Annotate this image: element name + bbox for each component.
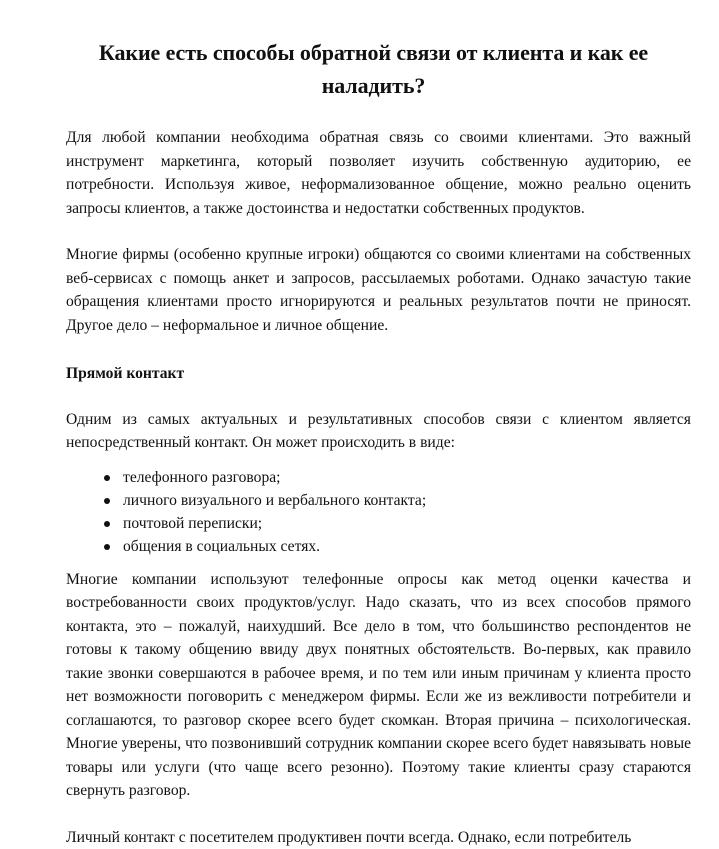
list-item (104, 535, 691, 558)
contact-methods-list (66, 466, 691, 559)
list-item (104, 466, 691, 489)
list-item-text: почтовой переписки; (123, 515, 263, 533)
paragraph-phone-surveys: Многие компании используют телефонные опросы как метод оценки качества и востребованности своих продуктов/услуг. Надо сказать, что из всех способов прямого контакта, это – пожалуй, наихудший. Все дело в том, что большинство респондентов не готовы к такому общению ввиду двух понятных обстоятельств. Во-первых, как правило такие звонки совершаются в рабочее время, и по тем или иным причинам у клиента просто нет возможности поговорить с менеджером фирмы. Если же из вежливости потребители и соглашаются, то разговор скорее всего будет скомкан. Вторая причина – психологическая. Многие уверены, что позвонивший сотрудник компании скорее всего будет навязывать новые товары или услуги (что чаще всего резонно). Поэтому такие клиенты сразу стараются свернуть разговор. (66, 570, 691, 800)
bullet-icon (104, 475, 110, 481)
list-item (104, 512, 691, 535)
paragraph-intro: Для любой компании необходима обратная связь со своими клиентами. Это важный инструмент маркетинга, который позволяет изучить собственную аудиторию, ее потребности. Используя живое, неформализованное общение, можно реально оценить запросы клиентов, а также достоинства и недостатки собственных продуктов. (66, 129, 691, 217)
bullet-icon (104, 498, 110, 504)
list-item-text: телефонного разговора; (123, 468, 281, 486)
bullet-icon (104, 544, 110, 550)
list-item-text: общения в социальных сетях. (123, 538, 321, 556)
paragraph-firms: Многие фирмы (особенно крупные игроки) общаются со своими клиентами на собственных веб-сервисах с помощь анкет и запросов, рассылаемых роботами. Однако зачастую такие обращения клиентами просто игнорируются и реальных результатов почти не приносят. Другое дело – неформальное и личное общение. (66, 246, 691, 334)
list-item-text: личного визуального и вербального контакта; (123, 491, 427, 509)
document-title: Какие есть способы обратной связи от клиента и как ее наладить? (98, 40, 649, 98)
bullet-icon (104, 521, 110, 527)
paragraph-direct-intro: Одним из самых актуальных и результативных способов связи с клиентом является непосредственный контакт. Он может происходить в виде: (66, 410, 691, 451)
list-item (104, 489, 691, 512)
section-heading-direct-contact: Прямой контакт (66, 365, 185, 382)
paragraph-personal-contact: Личный контакт с посетителем продуктивен почти всегда. Однако, если потребитель (66, 828, 632, 846)
